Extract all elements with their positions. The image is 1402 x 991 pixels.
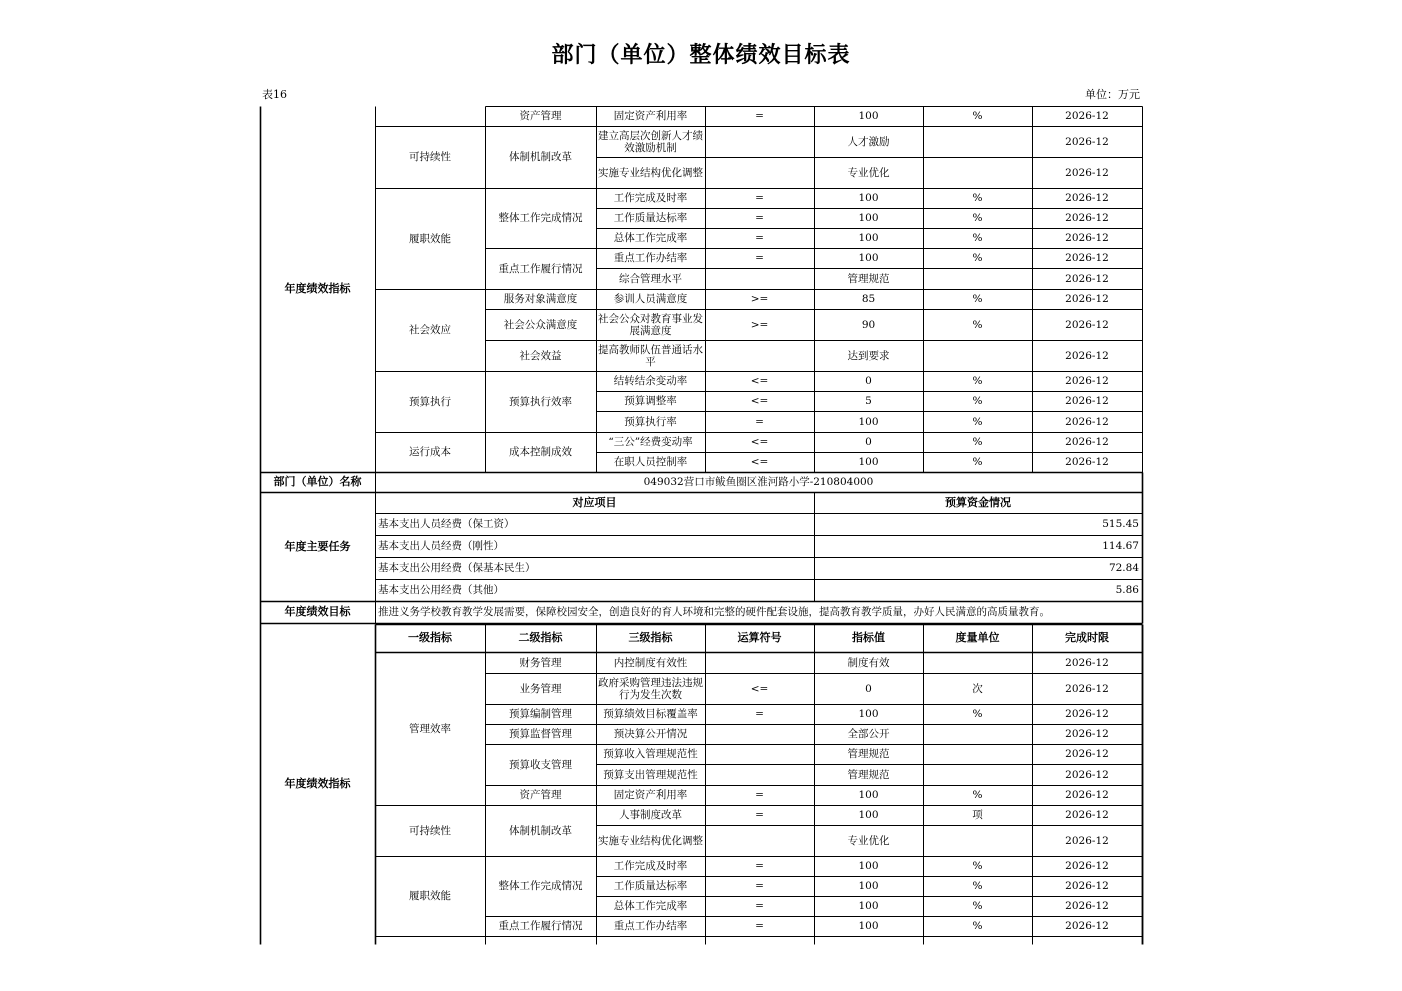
deadline: 2026-12 [1065,135,1109,148]
level3-indicator: 总体工作完成率 [613,232,688,244]
level3-indicator: 重点工作办结率 [613,252,688,264]
operator: = [755,789,764,801]
operator: = [755,708,764,720]
operator [705,340,814,371]
measure-unit: % [972,436,983,448]
column-header: 完成时限 [1065,631,1109,644]
unit-label: 单位：万元 [1085,88,1140,101]
column-header: 运算符号 [737,631,782,644]
indicator-value: 100 [858,880,879,892]
level3-indicator: 工作质量达标率 [613,212,688,224]
deadline: 2026-12 [1065,436,1109,448]
indicator-value: 100 [858,809,879,821]
deadline: 2026-12 [1065,860,1109,872]
level1-indicator: 可持续性 [409,824,451,837]
level3-indicator: 重点工作办结率 [613,920,688,932]
task-item-amount: 515.45 [1102,518,1139,530]
deadline: 2026-12 [1065,212,1109,224]
task-item-name: 基本支出公用经费（保基本民生） [378,562,536,574]
measure-unit: % [972,252,983,264]
level3-indicator: 预算绩效目标覆盖率 [603,708,698,720]
measure-unit: % [972,860,983,872]
deadline: 2026-12 [1065,708,1109,720]
level2-indicator: 预算编制管理 [509,708,572,720]
task-col-project: 对应项目 [572,495,617,509]
deadline: 2026-12 [1065,318,1109,331]
column-header: 度量单位 [955,631,1000,644]
level3-indicator: 社会公众对教育事业发展满意度 [598,312,703,337]
operator: = [755,212,764,224]
deadline: 2026-12 [1065,748,1109,760]
level2-indicator: 体制机制改革 [509,824,572,837]
task-item-name: 基本支出人员经费（刚性） [378,540,504,552]
section-label-main-tasks: 年度主要任务 [284,539,351,553]
task-col-budget: 预算资金情况 [945,495,1011,509]
level1-indicator: 运行成本 [409,446,451,458]
level3-indicator: 人事制度改革 [619,809,682,821]
deadline: 2026-12 [1065,293,1109,305]
deadline: 2026-12 [1065,415,1109,428]
level1-indicator: 社会效应 [409,324,451,336]
level3-indicator: “三公”经费变动率 [608,436,693,448]
level2-indicator: 预算收支管理 [509,758,572,771]
operator: <= [750,682,769,695]
indicator-value: 100 [858,232,879,244]
deadline: 2026-12 [1065,192,1109,204]
level2-indicator: 资产管理 [519,110,562,122]
deadline: 2026-12 [1065,375,1109,387]
operator: = [755,809,764,821]
deadline: 2026-12 [1065,272,1109,285]
measure-unit: % [972,880,983,892]
level3-indicator: 参训人员满意度 [613,293,688,305]
measure-unit: % [972,920,983,932]
measure-unit [923,268,1032,289]
indicator-value: 100 [858,252,879,264]
task-item-amount: 72.84 [1108,562,1139,574]
level2-indicator: 资产管理 [519,789,562,801]
indicator-value: 0 [865,682,872,695]
measure-unit [923,340,1032,371]
deadline: 2026-12 [1065,809,1109,821]
measure-unit: % [972,232,983,244]
measure-unit: % [972,293,983,305]
level3-indicator: 预算执行率 [624,415,677,428]
measure-unit: % [972,212,983,224]
section-label-annual-indicators: 年度绩效指标 [284,282,351,295]
level2-indicator: 预算执行效率 [509,395,572,408]
indicator-value: 人才激励 [847,135,890,148]
level3-indicator: 工作完成及时率 [613,192,688,204]
indicator-value: 专业优化 [847,166,890,179]
level1-indicator: 预算执行 [409,395,451,408]
measure-unit: % [972,375,983,387]
level3-indicator: 固定资产利用率 [613,110,688,122]
indicator-value: 100 [858,789,879,801]
indicator-value: 100 [858,900,879,912]
level3-indicator: 总体工作完成率 [613,900,688,912]
level3-indicator: 内控制度有效性 [613,657,688,669]
level2-indicator: 财务管理 [519,657,562,669]
level3-indicator: 预算收入管理规范性 [603,748,698,760]
indicator-value: 90 [861,318,876,331]
level2-indicator: 整体工作完成情况 [498,212,583,224]
deadline: 2026-12 [1065,900,1109,912]
indicator-value: 全部公开 [847,728,890,740]
dept-name-value: 049032营口市鲅鱼圈区淮河路小学-210804000 [643,476,874,488]
column-header: 三级指标 [628,631,673,644]
level3-indicator: 实施专业结构优化调整 [598,166,703,179]
operator: = [755,920,764,932]
measure-unit: 次 [972,682,983,695]
measure-unit [923,724,1032,744]
indicator-value: 达到要求 [847,349,890,362]
page-bottom-cut [0,945,1402,991]
measure-unit: % [972,395,983,407]
operator: <= [750,436,769,448]
operator [705,157,814,188]
task-item-amount: 114.67 [1102,540,1139,552]
operator: >= [750,293,769,305]
indicator-value: 85 [861,293,876,305]
deadline: 2026-12 [1065,395,1109,407]
level3-indicator: 预决算公开情况 [613,728,688,740]
deadline: 2026-12 [1065,166,1109,179]
task-item-name: 基本支出公用经费（其他） [378,584,504,596]
operator [705,724,814,744]
level2-indicator: 整体工作完成情况 [498,880,583,892]
deadline: 2026-12 [1065,349,1109,362]
level3-indicator: 政府采购管理违法违规行为发生次数 [598,676,703,701]
level2-indicator: 预算监督管理 [509,728,572,740]
indicator-value: 100 [858,110,879,122]
level2-indicator: 重点工作履行情况 [498,262,583,275]
deadline: 2026-12 [1065,880,1109,892]
measure-unit: % [972,456,983,468]
operator: = [755,252,764,264]
indicator-value: 制度有效 [847,657,890,669]
section-label-annual-goal: 年度绩效目标 [284,605,351,618]
level3-indicator: 实施专业结构优化调整 [598,834,703,847]
level2-indicator: 成本控制成效 [509,446,572,458]
operator: <= [750,456,769,468]
level3-indicator: 预算调整率 [624,395,677,407]
level3-indicator: 在职人员控制率 [613,456,688,468]
indicator-value: 100 [858,192,879,204]
indicator-value: 100 [858,920,879,932]
indicator-value: 100 [858,708,879,720]
section-label-annual-indicators-2: 年度绩效指标 [284,777,351,790]
operator: = [755,880,764,892]
column-header: 一级指标 [408,631,452,644]
annual-goal-text: 推进义务学校教育教学发展需要，保障校园安全，创造良好的育人环境和完整的硬件配套设施，提高教育教学质量，办好人民满意的高质量教育。 [378,606,1050,618]
table-number: 表16 [262,88,287,101]
operator: = [755,192,764,204]
measure-unit [923,126,1032,157]
level3-indicator: 建立高层次创新人才绩效激励机制 [598,129,703,154]
indicator-value: 0 [865,436,872,448]
measure-unit [923,764,1032,785]
deadline: 2026-12 [1065,728,1109,740]
measure-unit: 项 [972,809,983,821]
task-item-amount: 5.86 [1115,584,1139,596]
task-item-name: 基本支出人员经费（保工资） [378,518,515,530]
level3-indicator: 综合管理水平 [619,272,682,285]
page-title: 部门（单位）整体绩效目标表 [551,43,851,68]
indicator-value: 专业优化 [847,834,890,847]
level3-indicator: 预算支出管理规范性 [603,768,698,781]
level3-indicator: 工作完成及时率 [613,860,688,872]
level2-indicator: 体制机制改革 [509,151,572,163]
deadline: 2026-12 [1065,252,1109,264]
level3-indicator: 工作质量达标率 [613,880,688,892]
measure-unit [923,744,1032,764]
measure-unit: % [972,192,983,204]
operator [705,653,814,673]
dept-name-label: 部门（单位）名称 [273,475,362,488]
measure-unit: % [972,789,983,801]
deadline: 2026-12 [1065,657,1109,669]
level1-indicator [375,106,485,126]
indicator-value: 管理规范 [847,768,890,781]
indicator-value: 5 [865,395,872,407]
operator: <= [750,375,769,387]
measure-unit [923,653,1032,673]
level2-indicator: 社会效益 [519,349,562,362]
indicator-value: 0 [865,375,872,387]
deadline: 2026-12 [1065,789,1109,801]
column-header: 二级指标 [518,631,563,644]
operator [705,825,814,856]
operator: = [755,110,764,122]
operator: = [755,415,764,428]
indicator-value: 100 [858,456,879,468]
level2-indicator: 业务管理 [519,682,562,695]
deadline: 2026-12 [1065,920,1109,932]
level3-indicator: 提高教师队伍普通话水平 [598,343,703,368]
deadline: 2026-12 [1065,456,1109,468]
level1-indicator: 履职效能 [409,232,451,245]
level2-indicator: 社会公众满意度 [503,318,578,331]
measure-unit: % [972,318,983,331]
level2-indicator: 重点工作履行情况 [498,920,583,932]
measure-unit: % [972,110,983,122]
operator: >= [750,318,769,331]
operator [705,268,814,289]
deadline: 2026-12 [1065,110,1109,122]
indicator-value: 管理规范 [847,272,890,285]
level1-indicator: 可持续性 [409,151,451,163]
level3-indicator: 固定资产利用率 [613,789,688,801]
operator: = [755,860,764,872]
indicator-value: 100 [858,212,879,224]
measure-unit [923,825,1032,856]
indicator-value: 管理规范 [847,748,890,760]
measure-unit: % [972,415,983,428]
deadline: 2026-12 [1065,768,1109,781]
measure-unit: % [972,708,983,720]
level3-indicator: 结转结余变动率 [613,375,688,387]
deadline: 2026-12 [1065,682,1109,695]
level1-indicator: 管理效率 [409,723,451,735]
operator: = [755,232,764,244]
indicator-value: 100 [858,415,879,428]
measure-unit: % [972,900,983,912]
operator: = [755,900,764,912]
deadline: 2026-12 [1065,834,1109,847]
operator [705,764,814,785]
indicator-value: 100 [858,860,879,872]
measure-unit [923,157,1032,188]
level2-indicator: 服务对象满意度 [503,293,578,305]
level1-indicator: 履职效能 [409,890,451,902]
operator: <= [750,395,769,407]
deadline: 2026-12 [1065,232,1109,244]
column-header: 指标值 [852,631,885,644]
operator [705,744,814,764]
operator [705,126,814,157]
